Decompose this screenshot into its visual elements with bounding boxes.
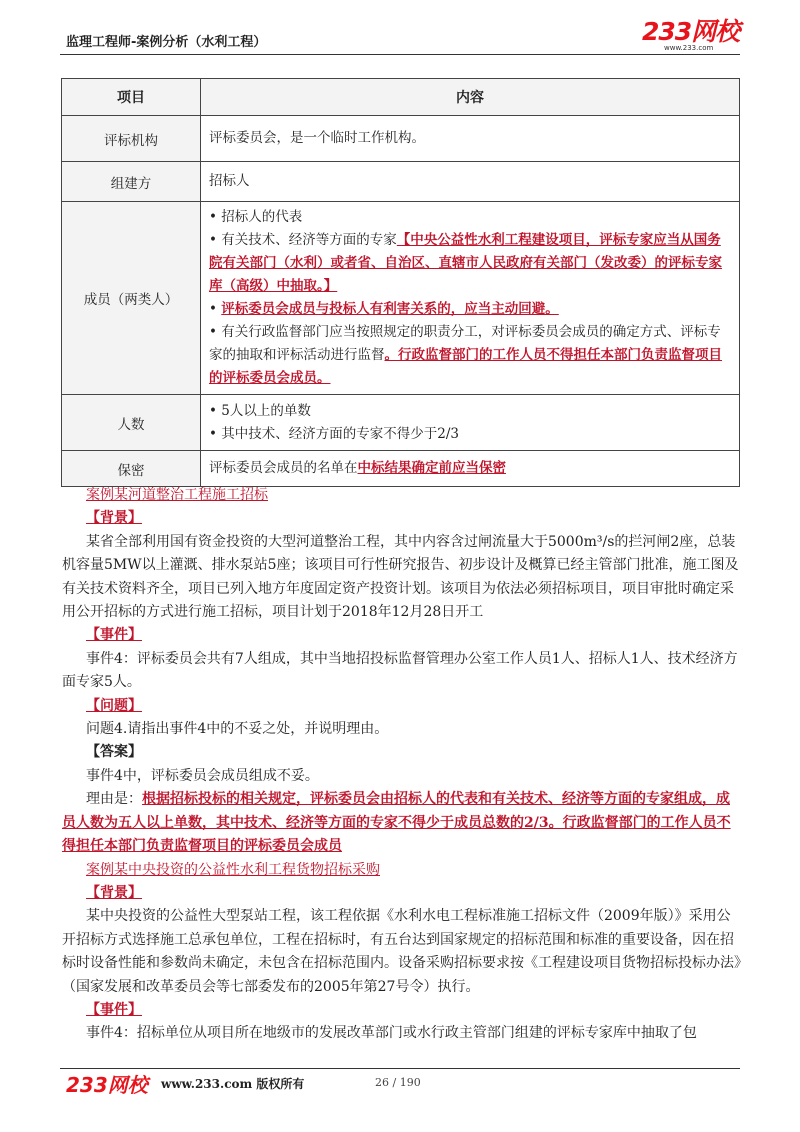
section-tag: 【事件】 [86,627,142,644]
highlight-text: 中标结果确定前应当保密 [357,460,506,476]
table-header-row [62,79,740,116]
logo-url: www.233.com [664,44,714,52]
highlight-text: 。行政监督部门的工作人员不得担任本部门负责监督项目的评标委员会成员。 [209,347,722,386]
row-value [201,395,740,451]
highlight-text: 根据招标投标的相关规定，评标委员会由招标人的代表和有关技术、经济等方面的专家组成，成员人数为五人以上单数，其中技术、经济等方面的专家不得少于成员总数的2/3。行政监督部门的工作人员不得担任本部门负责监督项目的评标委员会成员 [62,791,731,855]
table-header-item: 项目 [62,79,201,116]
table-row [62,395,740,451]
table-header-content: 内容 [201,79,740,116]
header-divider [60,54,740,55]
row-value [201,451,740,487]
case-section [62,484,742,1046]
footer-logo: 233网校 [66,1073,148,1097]
case-title: 案例某河道整治工程施工招标 [86,487,268,503]
row-key: 评标机构 [62,116,201,162]
footer-copyright: www.233.com 版权所有 [161,1077,305,1091]
row-value: 评标委员会，是一个临时工作机构。 [201,116,740,162]
case-title: 案例某中央投资的公益性水利工程货物招标采购 [86,861,380,878]
evaluation-committee-table [61,78,740,487]
plain-text: 理由是： [86,791,142,808]
row-value: 招标人 [201,162,740,202]
document-header-title: 监理工程师-案例分析（水利工程） [66,35,267,50]
section-tag: 【问题】 [86,697,142,714]
logo-text: 233网校 [642,17,740,46]
table-row [62,116,740,162]
bullet-dot: • [209,301,222,317]
section-tag: 【答案】 [86,744,142,761]
table-row [62,202,740,395]
bullet-item [209,321,731,390]
brand-logo [642,17,742,52]
page-number: 26 / 190 [375,1076,421,1089]
paragraph: 事件4：招标单位从项目所在地级市的发展改革部门或水行政主管部门组建的评标专家库中抽取了包 [86,1025,697,1042]
row-key: 人数 [62,395,201,451]
paragraph [62,788,742,858]
table-row [62,451,740,487]
bullet-text: • 有关技术、经济等方面的专家 [209,232,397,248]
bullet-text: • 有关行政监督部门应当按照规定的职责分工，对评标委员会成员的确定方式、评标专家的抽取和评标活动进行监督 [209,324,721,363]
row-key: 成员（两类人） [62,202,201,395]
paragraph: 问题4.请指出事件4中的不妥之处，并说明理由。 [86,721,389,738]
bullet-item [209,298,731,321]
paragraph: 某省全部利用国有资金投资的大型河道整治工程，其中内容含过闸流量大于5000m³/s的拦河闸2座，总装机容量5MW以上灌溉、排水泵站5座；该项目可行性研究报告、初步设计及概算已经主管部门批准，施工图及有关技术资料齐全，项目已列入地方年度固定资产投资计划。该项目为依法必须招标项目，项目审批时确定采用公开招标的方式进行施工招标，项目计划于2018年12月28日开工 [62,533,739,621]
bullet-item [209,229,731,298]
highlight-text: 评标委员会成员与投标人有利害关系的，应当主动回避。 [221,301,559,317]
table-row [62,162,740,202]
row-value-members [201,202,740,395]
highlight-text: 【中央公益性水利工程建设项目，评标专家应当从国务院有关部门（水利）或者省、自治区、直辖市人民政府有关部门（发改委）的评标专家库（高级）中抽取。】 [209,232,722,294]
section-tag: 【背景】 [86,510,142,527]
bullet-item: • 其中技术、经济方面的专家不得少于2/3 [209,425,459,442]
paragraph: 事件4中，评标委员会成员组成不妥。 [86,767,319,784]
footer-divider [60,1068,740,1069]
bullet-item: • 5人以上的单数 [209,402,311,419]
paragraph: 某中央投资的公益性大型泵站工程，该工程依据《水利水电工程标准施工招标文件（2009年版）》采用公开招标方式选择施工总承包单位，工程在招标时，有五台达到国家规定的招标范围和标准的重要设备，因在招标时设备性能和参数尚未确定，未包含在招标范围内。设备采购招标要求按《工程建设项目货物招标投标办法》（国家发展和改革委员会等七部委发布的2005年第27号令）执行。 [62,908,741,995]
paragraph: 事件4：评标委员会共有7人组成，其中当地招投标监督管理办公室工作人员1人、招标人1人、技术经济方面专家5人。 [62,650,738,691]
row-key: 组建方 [62,162,201,202]
section-tag: 【事件】 [86,1001,142,1018]
section-tag: 【背景】 [86,884,142,901]
row-key: 保密 [62,451,201,487]
bullet-item: • 招标人的代表 [209,209,303,225]
plain-text: 评标委员会成员的名单在 [209,460,358,476]
